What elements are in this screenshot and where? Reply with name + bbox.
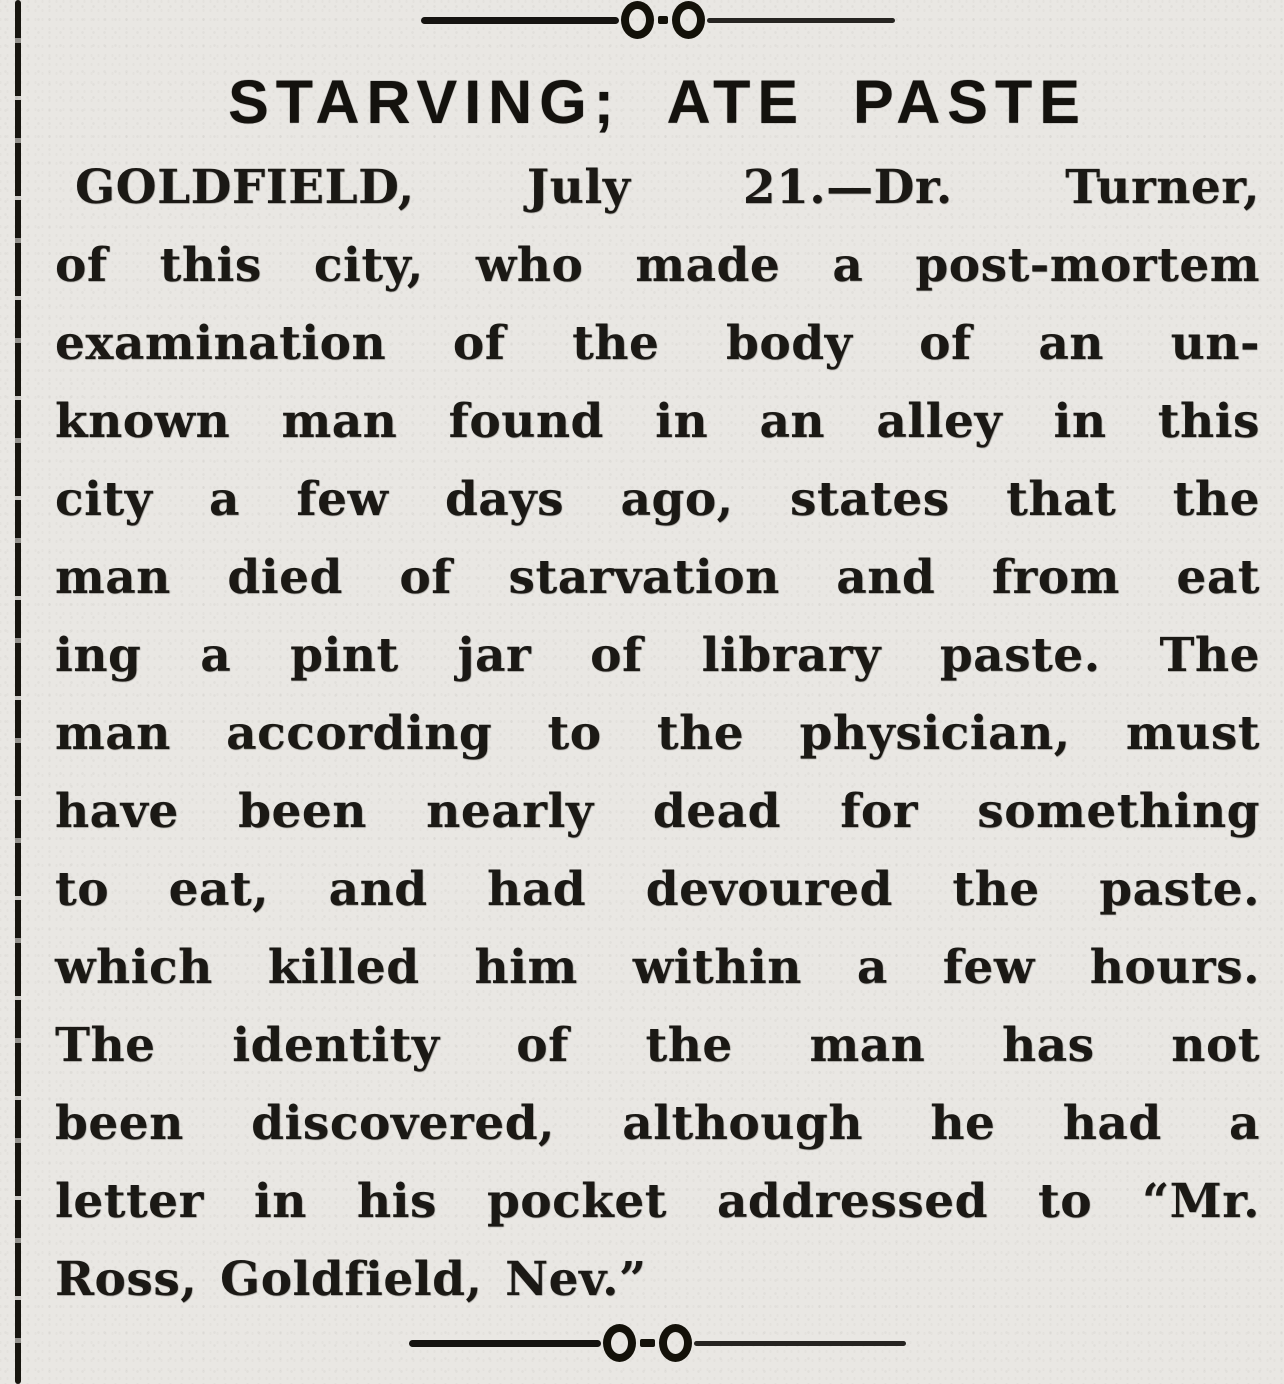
circle-glyph [621,1,654,39]
article-line: Ross, Goldfield, Nev.” [55,1252,647,1307]
article-line: The identity of the man has not [55,1018,1260,1073]
article-line: man according to the physician, must [55,706,1260,761]
column-rule-line [15,0,21,1384]
rule-segment [409,1340,601,1347]
article-line: known man found in an alley in this [55,394,1260,449]
article-line: been discovered, although he had a [55,1096,1260,1151]
article-line: GOLDFIELD, July 21.—Dr. Turner, [75,160,1260,215]
rule-segment [421,17,619,24]
article-line: man died of starvation and from eat [55,550,1260,605]
circle-glyph [659,1324,692,1362]
article-line: of this city, who made a post-mortem [55,238,1260,293]
top-divider [55,2,1260,38]
article-line: city a few days ago, states that the [55,472,1260,527]
o-o-ornament-icon [621,1,705,39]
dash-glyph [658,16,668,24]
rule-segment [694,1341,906,1346]
circle-glyph [603,1324,636,1362]
article-line: examination of the body of an un- [55,316,1260,371]
dash-glyph [640,1339,655,1347]
rule-segment [707,18,895,23]
article-headline: STARVING; ATE PASTE [228,68,1087,136]
article-line: to eat, and had devoured the paste. [55,862,1260,917]
circle-glyph [672,1,705,39]
article-line: have been nearly dead for something [55,784,1260,839]
article-column [55,0,1260,1361]
bottom-divider [55,1325,1260,1361]
article-line: ing a pint jar of library paste. The [55,628,1260,683]
article-body [55,149,1260,1319]
article-line: letter in his pocket addressed to “Mr. [55,1174,1260,1229]
article-line: which killed him within a few hours. [55,940,1260,995]
o-o-ornament-icon [603,1324,692,1362]
